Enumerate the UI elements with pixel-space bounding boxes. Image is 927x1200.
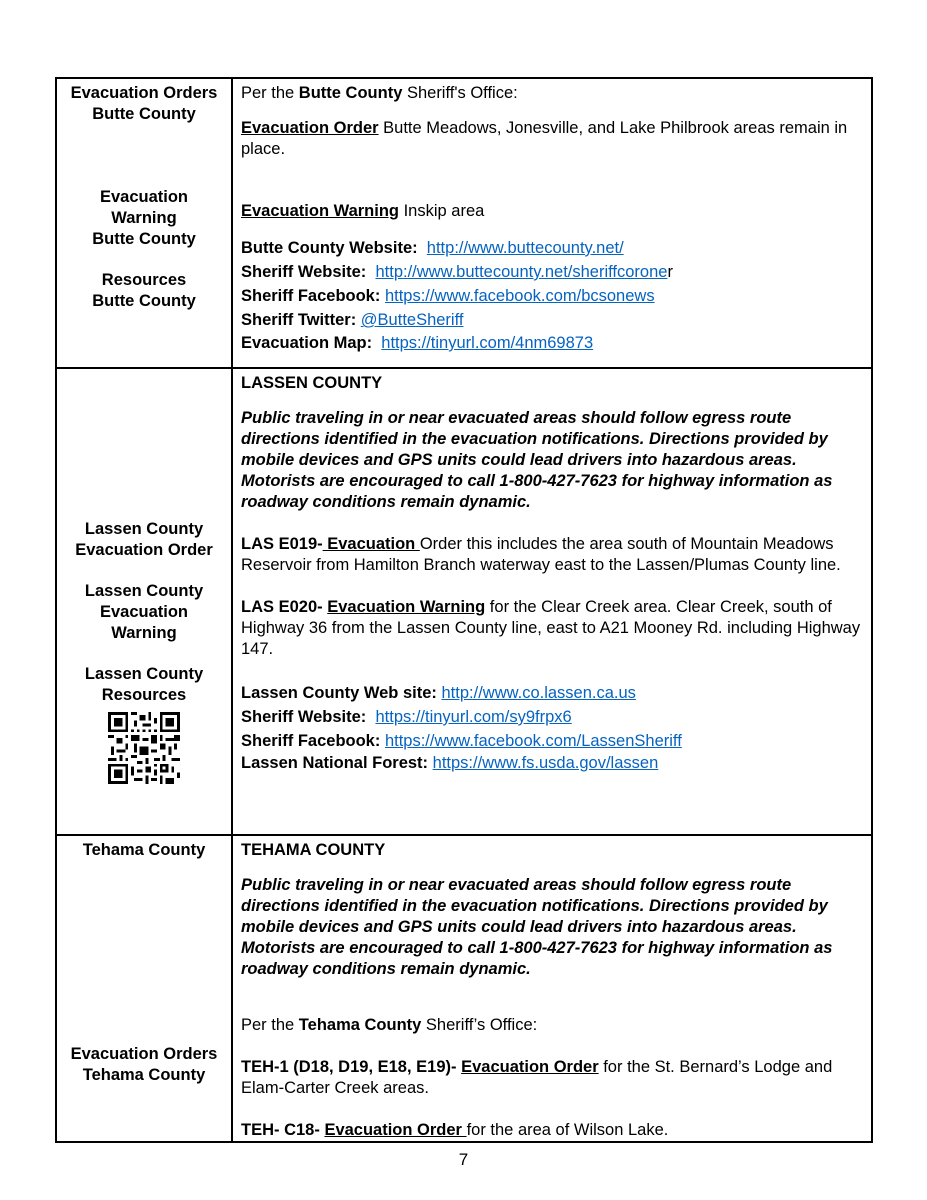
tehama-per-pre: Per the bbox=[241, 1016, 299, 1034]
lassen-website-link[interactable]: http://www.co.lassen.ca.us bbox=[441, 684, 636, 702]
butte-row bbox=[56, 78, 872, 368]
lassen-warning-label-2: Evacuation bbox=[99, 603, 189, 621]
butte-facebook-link[interactable]: https://www.facebook.com/bcsonews bbox=[384, 287, 655, 305]
lassen-link-label: Sheriff Website: bbox=[241, 708, 367, 726]
tehama-per-line bbox=[241, 1015, 863, 1036]
tehama-county-label: Tehama County bbox=[82, 841, 206, 859]
lassen-heading-text: LASSEN COUNTY bbox=[241, 374, 383, 392]
tehama-per-bold: Tehama County bbox=[298, 1016, 422, 1034]
butte-order-paragraph bbox=[241, 118, 863, 160]
lassen-e019-code: LAS E019- bbox=[241, 535, 323, 553]
lassen-link-2 bbox=[241, 705, 863, 729]
lassen-link-3 bbox=[241, 729, 863, 753]
butte-warning-text: Inskip area bbox=[399, 202, 485, 220]
butte-link-1 bbox=[241, 236, 863, 260]
tehama-per-post: Sheriff’s Office: bbox=[421, 1016, 538, 1034]
lassen-e020-text: for the Clear Creek area. Clear Creek, south of Highway 36 from the Lassen County line, east to A21 Mooney Rd. including Highway 147. bbox=[241, 598, 861, 658]
lassen-forest-link[interactable]: https://www.fs.usda.gov/lassen bbox=[432, 754, 659, 772]
butte-link-2 bbox=[241, 260, 863, 284]
qr-code-icon[interactable] bbox=[104, 712, 184, 784]
lassen-e019-text: this includes the area south of Mountain Meadows Reservoir from Hamilton Branch waterway east to the Lassen/Plumas County line. bbox=[241, 535, 841, 574]
lassen-link-label: Lassen County Web site: bbox=[241, 684, 437, 702]
butte-per-line bbox=[241, 83, 863, 104]
butte-evacuation-map-link[interactable]: https://tinyurl.com/4nm69873 bbox=[381, 334, 594, 352]
tehama-teh1-label: Evacuation Order bbox=[461, 1058, 599, 1076]
evacuation-table bbox=[55, 77, 873, 1143]
butte-link-label: Butte County Website: bbox=[241, 239, 418, 257]
butte-warning-paragraph bbox=[241, 201, 863, 222]
lassen-link-1 bbox=[241, 681, 863, 705]
butte-orders-label-1: Evacuation Orders bbox=[70, 84, 218, 102]
butte-link-label: Sheriff Twitter: bbox=[241, 311, 357, 329]
lassen-e020-code: LAS E020- bbox=[241, 598, 323, 616]
butte-orders-label-2: Butte County bbox=[92, 105, 196, 123]
lassen-advisory: Public traveling in or near evacuated areas should follow egress route directions identified in the evacuation notifications. Directions provided by mobile devices and GPS units could lead drivers into hazardous areas. Motorists are encouraged to call 1-800-427-7623 for highway information as roadway conditions remain dynamic. bbox=[241, 409, 833, 511]
lassen-right-cell bbox=[232, 368, 872, 835]
lassen-warning-label-1: Lassen County bbox=[84, 582, 204, 600]
butte-link-5 bbox=[241, 332, 863, 354]
lassen-row bbox=[56, 368, 872, 835]
tehama-c18-label: Evacuation Order bbox=[324, 1121, 467, 1139]
page-number: 7 bbox=[458, 1150, 469, 1169]
lassen-link-label: Sheriff Facebook: bbox=[241, 732, 381, 750]
tehama-right-cell bbox=[232, 835, 872, 1142]
butte-link-label: Evacuation Map: bbox=[241, 334, 373, 352]
butte-website-link[interactable]: http://www.buttecounty.net/ bbox=[426, 239, 624, 257]
butte-link-label: Sheriff Facebook: bbox=[241, 287, 381, 305]
lassen-e019-label-b: Order bbox=[419, 535, 463, 553]
lassen-link-4 bbox=[241, 753, 863, 774]
butte-warning-label-3: Butte County bbox=[92, 230, 196, 248]
tehama-c18-code: TEH- C18- bbox=[241, 1121, 320, 1139]
butte-warning-label-1: Evacuation bbox=[99, 188, 189, 206]
lassen-e020-paragraph bbox=[241, 597, 863, 660]
tehama-heading-text: TEHAMA COUNTY bbox=[241, 841, 386, 859]
butte-resources-label-2: Butte County bbox=[92, 292, 196, 310]
butte-per-post: Sheriff's Office: bbox=[402, 84, 518, 102]
lassen-order-label-1: Lassen County bbox=[84, 520, 204, 538]
lassen-heading bbox=[241, 373, 863, 394]
butte-link-4 bbox=[241, 308, 863, 332]
tehama-teh1-paragraph bbox=[241, 1057, 863, 1099]
tehama-advisory: Public traveling in or near evacuated areas should follow egress route directions identified in the evacuation notifications. Directions provided by mobile devices and GPS units could lead drivers into hazardous areas. Motorists are encouraged to call 1-800-427-7623 for highway information as roadway conditions remain dynamic. bbox=[241, 876, 833, 978]
butte-warning-label-2: Warning bbox=[111, 209, 177, 227]
butte-left-cell bbox=[56, 78, 232, 368]
butte-per-pre: Per the bbox=[241, 84, 299, 102]
butte-twitter-link[interactable]: @ButteSheriff bbox=[360, 311, 464, 329]
tehama-left-cell bbox=[56, 835, 232, 1142]
butte-order-label: Evacuation Order bbox=[241, 119, 379, 137]
lassen-warning-label-3: Warning bbox=[111, 624, 177, 642]
tehama-orders-label-1: Evacuation Orders bbox=[70, 1045, 218, 1063]
lassen-resources-label-1: Lassen County bbox=[84, 665, 204, 683]
lassen-e019-label: Evacuation bbox=[322, 535, 420, 553]
lassen-e019-paragraph bbox=[241, 534, 863, 576]
tehama-row bbox=[56, 835, 872, 1142]
lassen-order-label-2: Evacuation Order bbox=[75, 541, 213, 559]
tehama-heading bbox=[241, 840, 863, 861]
lassen-sheriff-website-link[interactable]: https://tinyurl.com/sy9frpx6 bbox=[375, 708, 572, 726]
butte-order-text: Butte Meadows, Jonesville, and Lake Philbrook areas remain in place. bbox=[241, 119, 848, 158]
lassen-link-label: Lassen National Forest: bbox=[241, 754, 429, 772]
tehama-teh1-code: TEH-1 (D18, D19, E18, E19)- bbox=[241, 1058, 457, 1076]
butte-warning-label: Evacuation Warning bbox=[241, 202, 399, 220]
tehama-teh1-text: for the St. Bernard’s Lodge and Elam-Carter Creek areas. bbox=[241, 1058, 833, 1097]
lassen-e020-label: Evacuation Warning bbox=[327, 598, 486, 616]
butte-per-bold: Butte County bbox=[298, 84, 403, 102]
butte-link-3 bbox=[241, 284, 863, 308]
butte-resources-label-1: Resources bbox=[101, 271, 187, 289]
butte-right-cell bbox=[232, 78, 872, 368]
butte-sheriff-website-link[interactable]: http://www.buttecounty.net/sheriffcorone bbox=[375, 263, 668, 281]
lassen-left-cell bbox=[56, 368, 232, 835]
lassen-facebook-link[interactable]: https://www.facebook.com/LassenSheriff bbox=[384, 732, 682, 750]
tehama-c18-paragraph bbox=[241, 1120, 863, 1141]
butte-link-label: Sheriff Website: bbox=[241, 263, 367, 281]
lassen-resources-label-2: Resources bbox=[101, 686, 187, 704]
butte-link-suffix: r bbox=[667, 263, 673, 281]
tehama-c18-text: for the area of Wilson Lake. bbox=[466, 1121, 669, 1139]
tehama-orders-label-2: Tehama County bbox=[82, 1066, 206, 1084]
